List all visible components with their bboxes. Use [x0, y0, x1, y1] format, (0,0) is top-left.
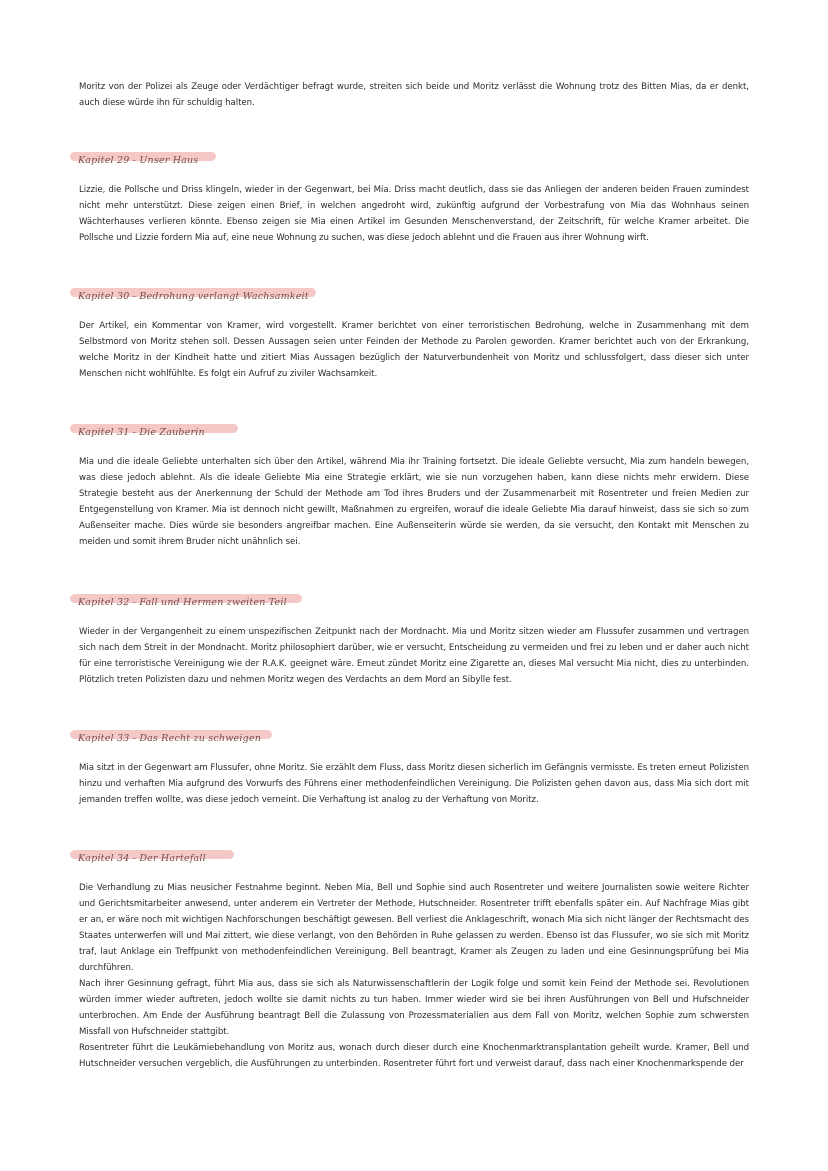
chapter-32-paragraph: Wieder in der Vergangenheit zu einem unspezifischen Zeitpunkt nach der Mordnacht. Mia und Moritz sitzen wieder am Flussufer zusammen und vertragen sich nach dem Streit in der Mondnacht. Moritz philosophiert darüber, wie er versucht, Entscheidung zu vermeiden und frei zu leben und er daher auch nicht für eine terroristische Vereinigung wie der R.A.K. geeignet wäre. Erneut zündet Moritz eine Zigarette an, dieses Mal versucht Mia nicht, dies zu unterbinden. Plötzlich treten Polizisten dazu und nehmen Moritz wegen des Verdachts an dem Mord an Sibylle fest.	[79, 627, 749, 685]
chapter-33-paragraph: Mia sitzt in der Gegenwart am Flussufer, ohne Moritz. Sie erzählt dem Fluss, dass Moritz diesen sicherlich im Gefängnis vermisste. Es treten erneut Polizisten hinzu und verhaften Mia aufgrund des Vorwurfs des Führens einer methodenfeindlichen Vereinigung. Die Polizisten gehen davon aus, dass Mia sich dort mit jemanden treffen wollte, was diese jedoch verneint. Die Verhaftung ist analog zu der Verhaftung von Moritz.	[79, 763, 749, 805]
chapter-34-paragraph-2: Nach ihrer Gesinnung gefragt, führt Mia aus, dass sie sich als Naturwissenschaftlerin der Logik folge und somit kein Feind der Methode sei. Revolutionen würden immer wieder auftreten, jedoch wollte sie damit nichts zu tun haben. Immer wieder wird sie bei ihren Ausführungen von Bell und Hufschneider unterbrochen. Am Ende der Ausführung beantragt Bell die Zulassung von Prozessmaterialien aus dem Fall von Moritz, welchen Sophie zum schwersten Missfall von Hufschneider stattgibt.	[79, 979, 749, 1037]
chapter-heading-31	[70, 420, 209, 438]
chapter-heading-34	[70, 846, 210, 864]
chapter-30-paragraph: Der Artikel, ein Kommentar von Kramer, wird vorgestellt. Kramer berichtet von einer terroristischen Bedrohung, welche in Zusammenhang mit dem Selbstmord von Moritz stehen soll. Dessen Aussagen seien unter Feinden der Methode zu Parolen geworden. Kramer berichtet auch von der Erkrankung, welche Moritz in der Kindheit hatte und zitiert Mias Aussagen bezüglich der Naturverbundenheit von Moritz und schlussfolgert, dass dieser sich unter Menschen nicht wohlfühlte. Es folgt ein Aufruf zu ziviler Wachsamkeit.	[79, 321, 749, 379]
chapter-title-30: Kapitel 30 - Bedrohung verlangt Wachsamkeit	[78, 291, 309, 302]
chapter-34-paragraph-3: Rosentreter führt die Leukämiebehandlung von Moritz aus, wonach durch dieser durch eine Knochenmarktransplantation geheilt wurde. Kramer, Bell und Hutschneider versuchen vergeblich, die Ausführungen zu unterbinden. Rosentreter führt fort und verweist darauf, dass nach einer Knochenmarkspende der	[79, 1043, 749, 1069]
chapter-34-paragraph-1: Die Verhandlung zu Mias neusicher Festnahme beginnt. Neben Mia, Bell und Sophie sind auch Rosentreter und weitere Journalisten sowie weitere Richter und Gerichtsmitarbeiter anwesend, unter anderem ein Vertreter der Methode, Hutschneider. Rosentreter trifft ebenfalls später ein. Auf Nachfrage Mias gibt er an, er wäre noch mit wichtigen Nachforschungen beschäftigt gewesen. Bell verliest die Anklageschrift, wonach Mia sich nicht länger der Rechtsmacht des Staates unterwerfen will und Mai zittert, wie diese verlangt, von den Behörden in Ruhe gelassen zu werden. Ebenso ist das Flussufer, wo sie sich mit Moritz traf, laut Anklage ein Treffpunkt von methodenfeindlichen Vereinigung. Bell beantragt, Kramer als Zeugen zu laden und eine Gesinnungsprüfung bei Mia durchführen.	[79, 883, 749, 973]
chapter-29-paragraph: Lizzie, die Pollsche und Driss klingeln, wieder in der Gegenwart, bei Mia. Driss macht deutlich, dass sie das Anliegen der anderen beiden Frauen zumindest nicht mehr unterstützt. Diese zeigen einen Brief, in welchen angedroht wird, zukünftig aufgrund der Vorbestrafung von Mia das Wohnhaus seinen Wächterhauses verlieren könnte. Ebenso zeigen sie Mia einen Artikel im Gesunden Menschenverstand, der Zeitschrift, für welche Kramer arbeitet. Die Pollsche und Lizzie fordern Mia auf, eine neue Wohnung zu suchen, was diese jedoch ablehnt und die Frauen aus ihrer Wohnung wirft.	[79, 185, 749, 243]
chapter-heading-29	[70, 148, 202, 166]
chapter-title-33: Kapitel 33 - Das Recht zu schweigen	[78, 733, 262, 744]
chapter-title-34: Kapitel 34 - Der Hartefall	[78, 853, 206, 864]
chapter-title-32: Kapitel 32 - Fall und Hermen zweiten Teil	[78, 597, 287, 608]
chapter-title-29: Kapitel 29 - Unser Haus	[78, 155, 199, 166]
chapter-heading-32	[70, 590, 291, 608]
chapter-31-paragraph: Mia und die ideale Geliebte unterhalten sich über den Artikel, während Mia ihr Training fortsetzt. Die ideale Geliebte versucht, Mia zum handeln bewegen, was diese jedoch ablehnt. Als die ideale Geliebte Mia eine Strategie erklärt, wie sie nun vorzugehen haben, kann diese nichts mehr erwidern. Diese Strategie besteht aus der Anerkennung der Schuld der Methode am Tod ihres Bruders und der Zusammenarbeit mit Rosentreter und freien Medien zur Entgegenstellung von Kramer. Mia ist dennoch nicht gewillt, Maßnahmen zu ergreifen, worauf die ideale Geliebte Mia darauf hinweist, dass sie sich so zum Außenseiter mache. Dies würde sie besonders angreifbar machen. Eine Außenseiterin würde sie werden, da sie versucht, den Kontakt mit Menschen zu meiden und somit ihrem Bruder nicht unähnlich sei.	[79, 457, 749, 547]
intro-paragraph: Moritz von der Polizei als Zeuge oder Verdächtiger befragt wurde, streiten sich beide und Moritz verlässt die Wohnung trotz des Bitten Mias, da er denkt, auch diese würde ihn für schuldig halten.	[79, 82, 749, 108]
chapter-heading-30	[70, 284, 313, 302]
chapter-heading-33	[70, 726, 265, 744]
chapter-title-31: Kapitel 31 - Die Zauberin	[78, 427, 205, 438]
